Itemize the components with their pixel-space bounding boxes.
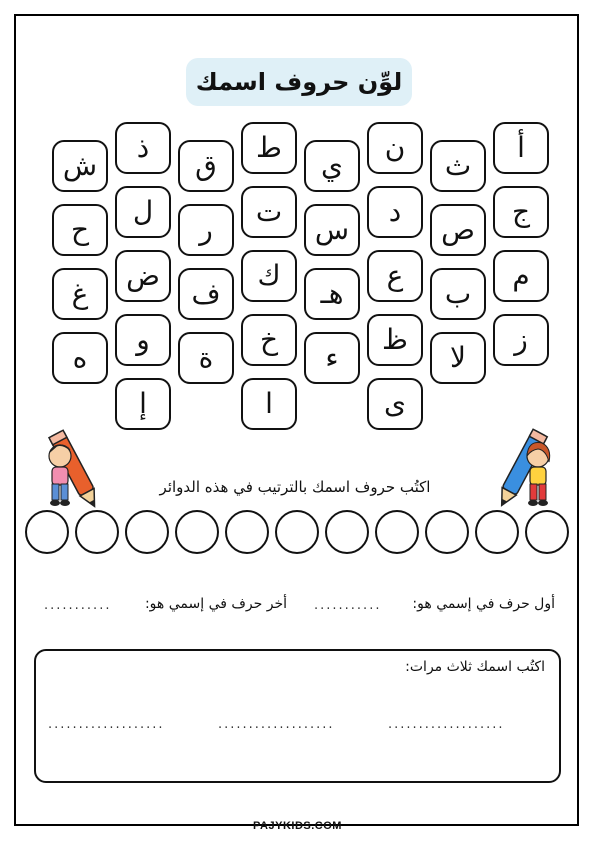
last-letter-dots[interactable]: ........... (44, 598, 112, 613)
letter-tile[interactable]: ف (178, 268, 234, 320)
letter-tile[interactable]: ل (115, 186, 171, 238)
letter-tile[interactable]: ز (493, 314, 549, 366)
letter-tile[interactable]: ا (241, 378, 297, 430)
letter-circle[interactable] (475, 510, 519, 554)
letter-tile[interactable]: ق (178, 140, 234, 192)
letter-circle[interactable] (325, 510, 369, 554)
letter-circle[interactable] (75, 510, 119, 554)
letter-tile[interactable]: ع (367, 250, 423, 302)
letter-tile[interactable]: ن (367, 122, 423, 174)
letter-tile[interactable]: ء (304, 332, 360, 384)
letter-tile[interactable]: إ (115, 378, 171, 430)
girl-with-pencil-illustration (484, 426, 560, 514)
write-name-label: اكتُب اسمك ثلاث مرات: (405, 659, 545, 675)
letter-tile[interactable]: ص (430, 204, 486, 256)
letter-circle[interactable] (225, 510, 269, 554)
letter-tile[interactable]: أ (493, 122, 549, 174)
letter-tile[interactable]: ج (493, 186, 549, 238)
letter-tile[interactable]: ط (241, 122, 297, 174)
first-letter-dots[interactable]: ........... (314, 598, 382, 613)
letter-tile[interactable]: ش (52, 140, 108, 192)
write-line-3[interactable]: ................... (388, 717, 505, 732)
letter-tile[interactable]: لا (430, 332, 486, 384)
letter-tile[interactable]: و (115, 314, 171, 366)
letter-tile[interactable]: ر (178, 204, 234, 256)
letter-tile[interactable]: ي (304, 140, 360, 192)
letter-tile[interactable]: ك (241, 250, 297, 302)
boy-with-pencil-illustration (38, 426, 114, 514)
letter-tile[interactable]: ت (241, 186, 297, 238)
letter-tile[interactable]: س (304, 204, 360, 256)
letter-tile[interactable]: ض (115, 250, 171, 302)
letter-tile[interactable]: غ (52, 268, 108, 320)
letter-circle[interactable] (275, 510, 319, 554)
letter-circle[interactable] (25, 510, 69, 554)
letter-circle[interactable] (425, 510, 469, 554)
first-letter-label: أول حرف في إسمي هو: (412, 596, 555, 612)
page-title: لوِّن حروف اسمك (186, 58, 412, 106)
letter-tile[interactable]: ى (367, 378, 423, 430)
write-line-2[interactable]: ................... (218, 717, 335, 732)
circles-instruction: اكتُب حروف اسمك بالترتيب في هذه الدوائر (159, 478, 431, 496)
letter-circle[interactable] (525, 510, 569, 554)
letter-tile[interactable]: م (493, 250, 549, 302)
letter-tile[interactable]: د (367, 186, 423, 238)
letter-circle[interactable] (125, 510, 169, 554)
letter-tile[interactable]: ه (52, 332, 108, 384)
letter-tile[interactable]: خ (241, 314, 297, 366)
letter-tile[interactable]: ب (430, 268, 486, 320)
write-line-1[interactable]: ................... (48, 717, 165, 732)
letter-tile[interactable]: ذ (115, 122, 171, 174)
letter-tile[interactable]: ة (178, 332, 234, 384)
letter-circle[interactable] (375, 510, 419, 554)
last-letter-label: أخر حرف في إسمي هو: (144, 596, 287, 612)
letter-tile[interactable]: ح (52, 204, 108, 256)
footer-site: PAJYKIDS.COM (253, 820, 342, 832)
letter-tile[interactable]: ظ (367, 314, 423, 366)
letter-circle[interactable] (175, 510, 219, 554)
letter-tile[interactable]: هـ (304, 268, 360, 320)
write-name-box (34, 649, 561, 783)
letter-tile[interactable]: ث (430, 140, 486, 192)
